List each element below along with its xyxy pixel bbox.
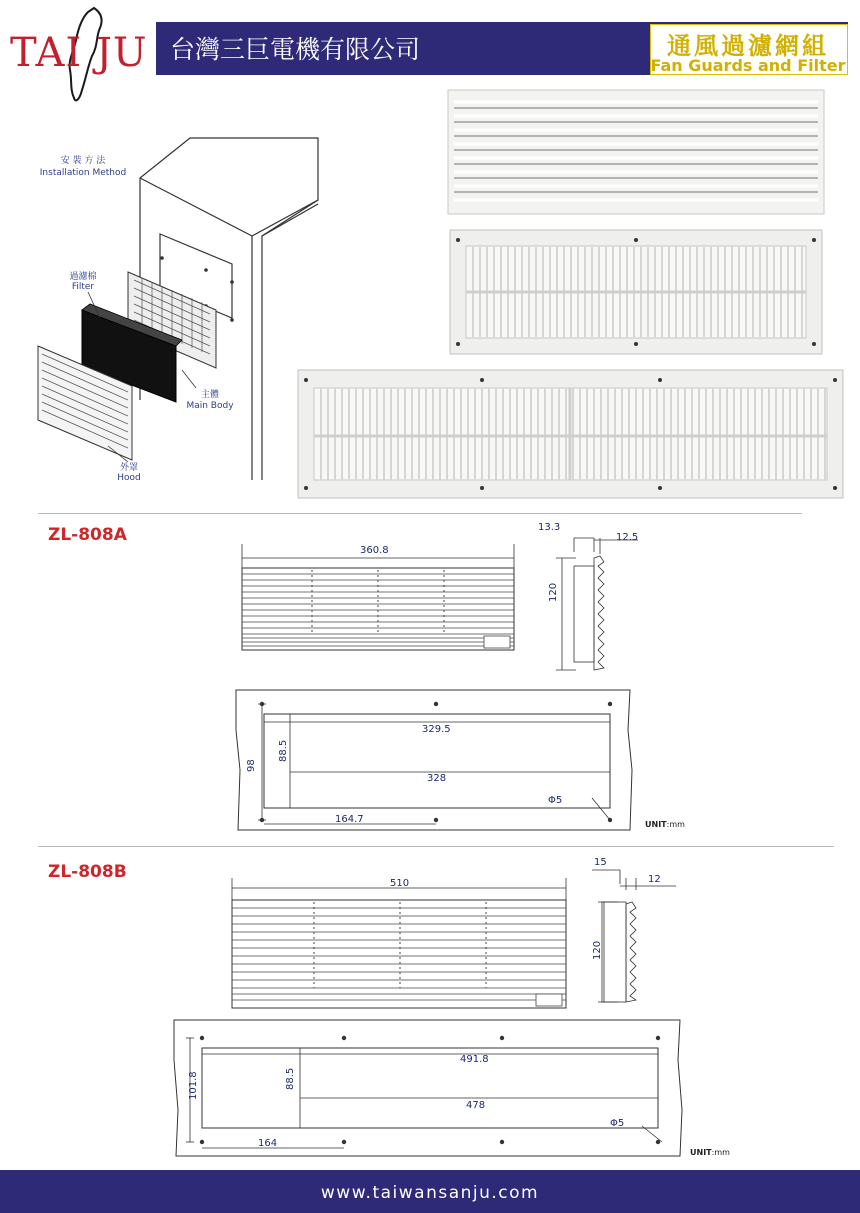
product-photo-hood — [448, 90, 824, 214]
website-link[interactable]: www.taiwansanju.com — [320, 1183, 540, 1203]
filter-label-en: Filter — [71, 282, 95, 292]
cutout-inner-width-b: 478 — [466, 1100, 486, 1111]
model-name-a: ZL-808A — [48, 525, 127, 545]
side-height-a: 120 — [548, 582, 559, 602]
divider-a — [38, 513, 802, 514]
divider-b — [38, 846, 834, 847]
hood-label-en: Hood — [117, 473, 141, 483]
hole-spacing-b: 164 — [258, 1138, 278, 1149]
cutout-view-b — [172, 1020, 692, 1160]
installation-title-en: Installation Method — [39, 168, 127, 178]
cutout-height-inner-a: 88.5 — [278, 739, 289, 762]
main-body-label-cn: 主體 — [200, 390, 219, 400]
hole-diameter-b: Φ5 — [610, 1118, 625, 1129]
side-view-a — [548, 530, 638, 680]
unit-label-a: UNIT:mm — [645, 820, 685, 829]
product-photo-main-body-small — [450, 230, 822, 354]
filter-label-cn: 過濾棉 — [69, 272, 97, 282]
model-name-b: ZL-808B — [48, 862, 127, 882]
hood-label-cn: 外罩 — [119, 463, 138, 473]
cutout-outer-width-b: 491.8 — [460, 1054, 489, 1065]
front-view-a — [240, 540, 520, 655]
cutout-inner-width-a: 328 — [427, 773, 447, 784]
cutout-height-outer-b: 101.8 — [188, 1071, 199, 1100]
cutout-height-outer-a: 98 — [246, 759, 257, 772]
cutout-height-inner-b: 88.5 — [285, 1067, 296, 1090]
company-name: 台灣三巨電機有限公司 — [170, 35, 421, 64]
cutout-view-a — [236, 690, 636, 835]
side-view-b — [590, 862, 680, 1012]
front-view-b — [230, 874, 570, 1014]
front-width-a: 360.8 — [360, 545, 389, 556]
cutout-outer-width-a: 329.5 — [422, 724, 451, 735]
side-depth-a-12: 12.5 — [616, 532, 639, 543]
product-title-en: Fan Guards and Filter — [650, 56, 846, 75]
product-photo-main-body-large — [298, 370, 843, 498]
side-depth-b-12: 12 — [648, 874, 661, 885]
front-width-b: 510 — [390, 878, 410, 889]
side-depth-a-13: 13.3 — [538, 522, 561, 533]
installation-title-cn: 安 裝 方 法 — [60, 156, 106, 166]
main-body-label-en: Main Body — [186, 401, 234, 411]
product-title-cn: 通風過濾網組 — [667, 32, 829, 60]
hole-spacing-a: 164.7 — [335, 814, 364, 825]
side-depth-b-15: 15 — [594, 857, 607, 868]
unit-label-b: UNIT:mm — [690, 1148, 730, 1157]
hole-diameter-a: Φ5 — [548, 795, 563, 806]
logo-text: TAI JU — [10, 30, 148, 76]
side-height-b: 120 — [592, 940, 603, 960]
